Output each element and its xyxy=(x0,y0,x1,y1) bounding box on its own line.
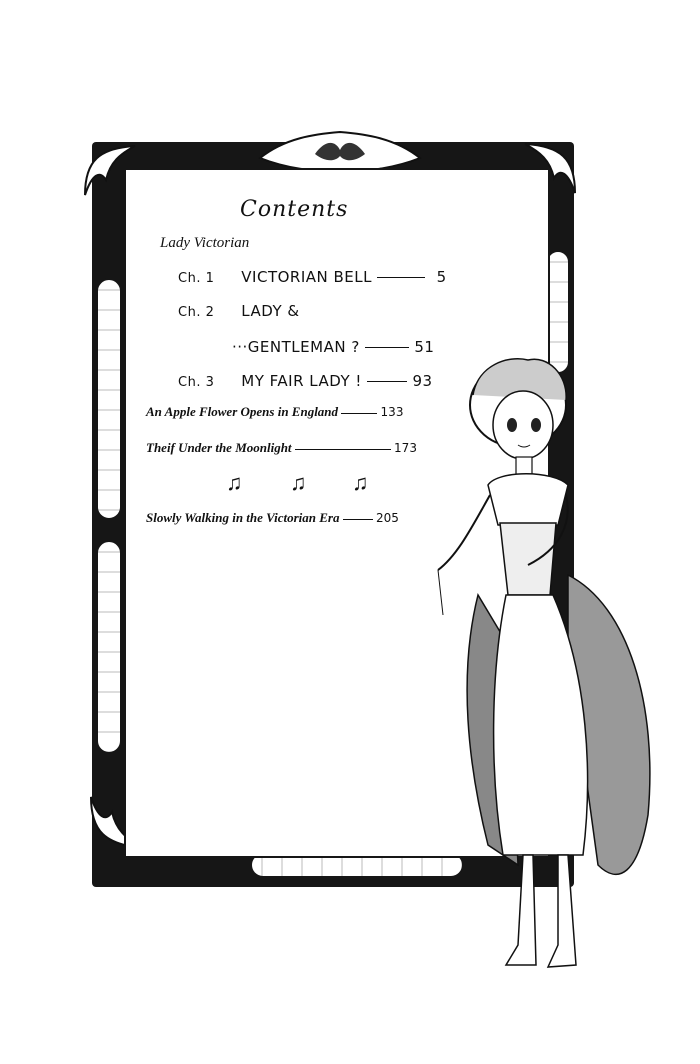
toc-story-entry xyxy=(146,510,399,526)
toc-entry xyxy=(178,372,433,390)
book-subtitle: Lady Victorian xyxy=(160,235,250,251)
chapter-title: MY FAIR LADY ! xyxy=(241,372,362,390)
leader-line xyxy=(365,347,409,348)
leader-line xyxy=(343,519,373,520)
chapter-label: Ch. 2 xyxy=(178,305,215,320)
page-number: 93 xyxy=(412,372,433,390)
story-title: An Apple Flower Opens in England xyxy=(146,404,339,419)
leader-line xyxy=(367,381,407,382)
chapter-label: Ch. 3 xyxy=(178,375,215,390)
toc-entry xyxy=(178,302,300,320)
page-title: Contents xyxy=(240,197,349,222)
music-note-icon: ♫ xyxy=(290,470,307,495)
story-title: Slowly Walking in the Victorian Era xyxy=(146,510,340,525)
story-title: Theif Under the Moonlight xyxy=(146,440,292,455)
chapter-title: LADY & xyxy=(241,302,300,320)
leader-line xyxy=(377,277,425,278)
toc-entry xyxy=(178,268,447,286)
chapter-title: VICTORIAN BELL xyxy=(241,268,372,286)
leader-line xyxy=(341,413,377,414)
page-number: 133 xyxy=(380,405,404,419)
page-number: 5 xyxy=(436,268,447,286)
chapter-title-continued: ···GENTLEMAN ? xyxy=(232,338,360,356)
toc-entry-continued xyxy=(232,338,434,356)
chapter-label: Ch. 1 xyxy=(178,271,215,286)
toc-story-entry xyxy=(146,440,417,456)
frame-floral-rail-left-top xyxy=(96,278,122,520)
girl-illustration xyxy=(418,345,688,985)
page-number: 205 xyxy=(376,511,399,525)
frame-floral-rail-left-bottom xyxy=(96,540,122,754)
music-note-icon: ♫ xyxy=(352,470,369,495)
toc-story-entry xyxy=(146,404,403,420)
music-note-icon: ♫ xyxy=(226,470,243,495)
page-number: 51 xyxy=(414,338,435,356)
page-number: 173 xyxy=(394,441,417,455)
leader-line xyxy=(295,449,391,450)
